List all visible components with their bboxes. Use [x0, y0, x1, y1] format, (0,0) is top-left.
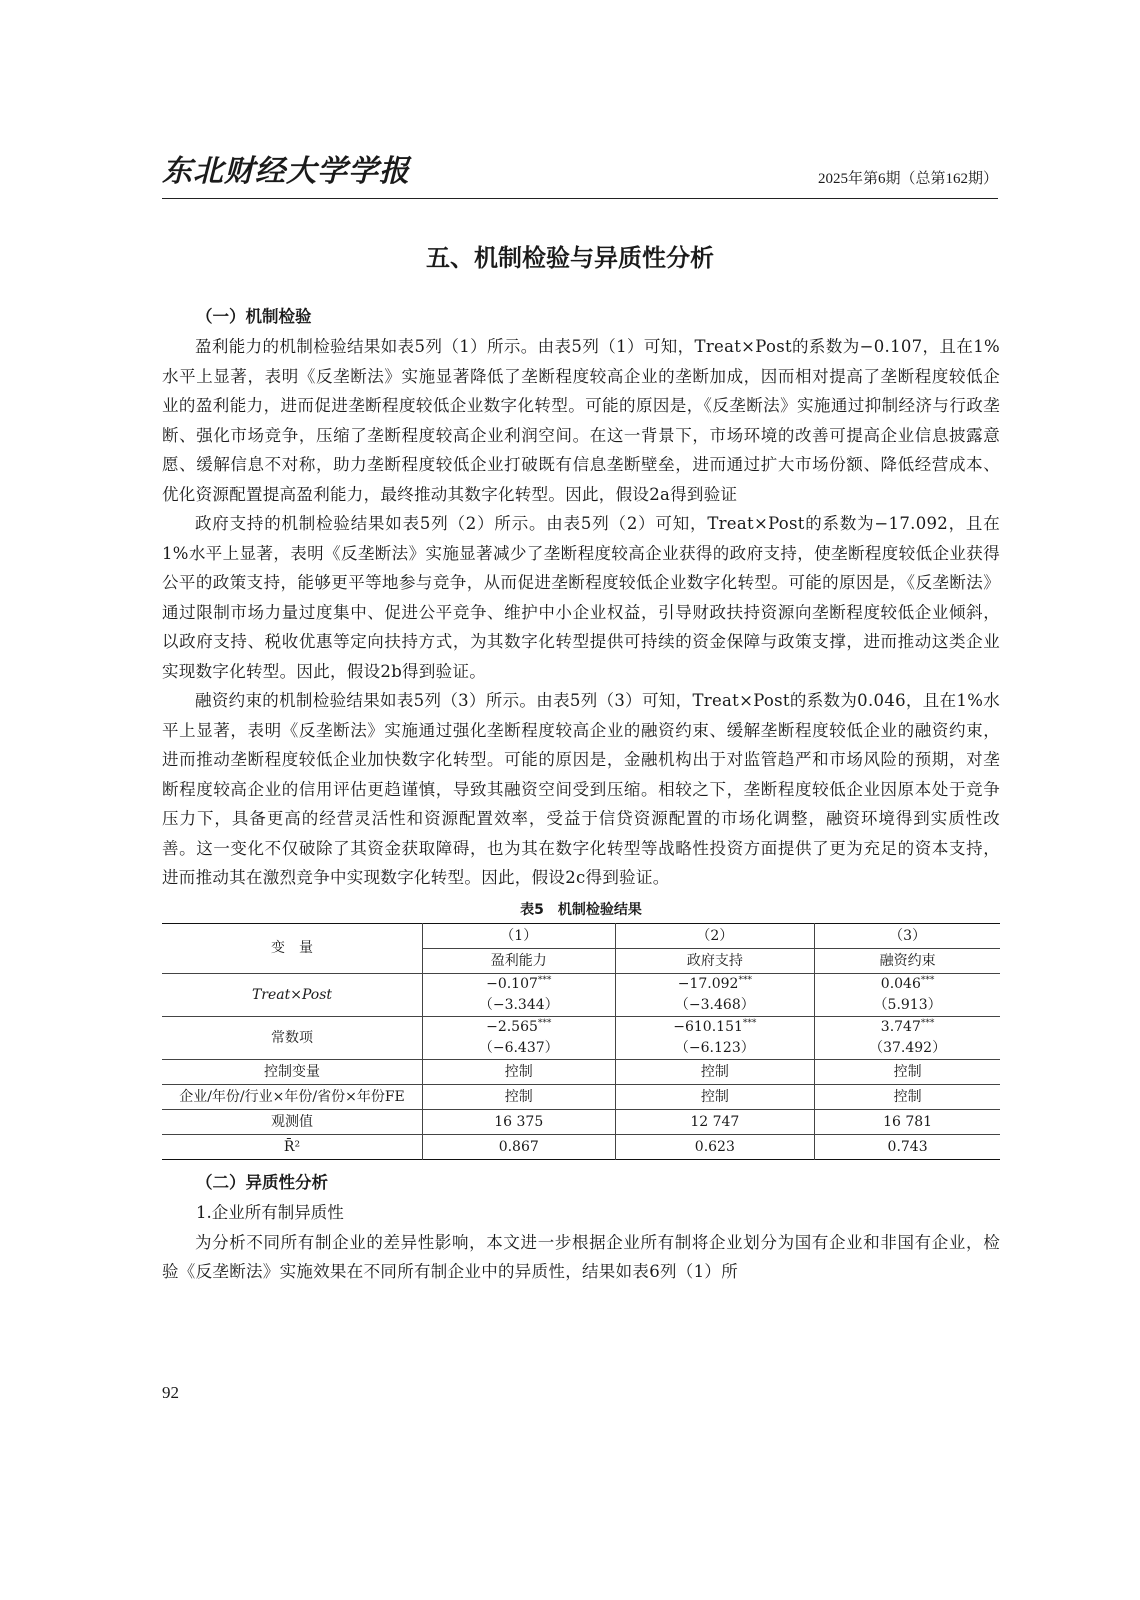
table-cell: 控制: [615, 1084, 815, 1109]
table-cell: 控制: [815, 1084, 1000, 1109]
coef-value: −610.151: [673, 1018, 743, 1035]
significance-stars: ***: [537, 974, 552, 985]
table-row: [162, 1109, 1000, 1134]
table-cell: 控制: [615, 1059, 815, 1084]
paragraph-ownership: 为分析不同所有制企业的差异性影响，本文进一步根据企业所有制将企业划分为国有企业和非国有企业，检验《反垄断法》实施效果在不同所有制企业中的异质性，结果如表6列（1）所: [162, 1232, 1000, 1281]
coef-value: 0.046: [880, 975, 921, 992]
significance-stars: ***: [920, 1017, 935, 1028]
subsection-heading-heterogeneity: （二）异质性分析: [196, 1172, 328, 1192]
journal-name: 东北财经大学学报: [162, 154, 410, 189]
variable-header: 变 量: [162, 923, 423, 973]
subsection-heading-mechanism: （一）机制检验: [196, 307, 312, 326]
row-label: 观测值: [162, 1109, 423, 1134]
section-title: 五、机制检验与异质性分析: [426, 244, 714, 272]
t-value: （−6.437）: [478, 1039, 559, 1056]
table-caption: 表5 机制检验结果: [520, 901, 642, 918]
table-cell: 0.743: [815, 1134, 1000, 1159]
paragraph-financing-constraint: 融资约束的机制检验结果如表5列（3）所示。由表5列（3）可知，Treat×Post的系数为0.046，且在1%水平上显著，表明《反垄断法》实施通过强化垄断程度较高企业的融资约束、缓解垄断程度较低企业的融资约束，进而推动垄断程度较低企业加快数字化转型。可能的原因是，金融机构出于对监管趋严和市场风险的预期，对垄断程度较高企业的信用评估更趋谨慎，导致其融资空间受到压缩。相较之下，垄断程度较低企业因原本处于竞争压力下，具备更高的经营灵活性和资源配置效率，受益于信贷资源配置的市场化调整，融资环境得到实质性改善。这一变化不仅破除了其资金获取障碍，也为其在数字化转型等战略性投资方面提供了更为充足的资本支持，进而推动其在激烈竞争中实现数字化转型。因此，假设2c得到验证。: [162, 691, 1000, 887]
table-cell: 16 781: [815, 1109, 1000, 1134]
significance-stars: ***: [738, 974, 752, 985]
coef-value: −17.092: [677, 975, 739, 992]
table-cell: 0.623: [615, 1134, 815, 1159]
t-value: （−6.123）: [674, 1039, 755, 1056]
table-cell: 16 375: [423, 1109, 616, 1134]
coef-value: 3.747: [880, 1018, 921, 1035]
coef-value: −2.565: [486, 1018, 538, 1035]
significance-stars: ***: [920, 974, 935, 985]
table-cell: 控制: [423, 1084, 616, 1109]
table-cell: 控制: [815, 1059, 1000, 1084]
table-cell: [423, 1016, 616, 1059]
col-name: 政府支持: [615, 948, 815, 973]
table-row: [162, 1016, 1000, 1059]
paragraph-government-support: 政府支持的机制检验结果如表5列（2）所示。由表5列（2）可知，Treat×Post的系数为−17.092，且在1%水平上显著，表明《反垄断法》实施显著减少了垄断程度较高企业获得的政府支持，使垄断程度较低企业获得公平的政策支持，能够更平等地参与竞争，从而促进垄断程度较低企业数字化转型。可能的原因是，《反垄断法》通过限制市场力量过度集中、促进公平竞争、维护中小企业权益，引导财政扶持资源向垄断程度较低企业倾斜，以政府支持、税收优惠等定向扶持方式，为其数字化转型提供可持续的资金保障与政策支撑，进而推动这类企业实现数字化转型。因此，假设2b得到验证。: [162, 514, 1000, 681]
issue-info: 2025年第6期（总第162期）: [817, 171, 998, 187]
t-value: （−3.468）: [674, 996, 755, 1013]
col-name: 盈利能力: [423, 948, 616, 973]
col-name: 融资约束: [815, 948, 1000, 973]
table-row: [162, 1134, 1000, 1159]
mechanism-results-table: [162, 923, 1000, 1160]
subsubsection-heading-ownership: 1.企业所有制异质性: [196, 1202, 344, 1222]
row-label: 常数项: [162, 1016, 423, 1059]
table-row: [162, 1084, 1000, 1109]
table-cell: 0.867: [423, 1134, 616, 1159]
row-label: 控制变量: [162, 1059, 423, 1084]
table-cell: [815, 1016, 1000, 1059]
col-num: （2）: [615, 923, 815, 948]
t-value: （37.492）: [869, 1039, 947, 1056]
row-label: Treat×Post: [162, 973, 423, 1016]
col-num: （3）: [815, 923, 1000, 948]
coef-value: −0.107: [486, 975, 538, 992]
table-cell: 12 747: [615, 1109, 815, 1134]
t-value: （−3.344）: [478, 996, 559, 1013]
row-label: 企业/年份/行业×年份/省份×年份FE: [162, 1084, 423, 1109]
paragraph-profitability: 盈利能力的机制检验结果如表5列（1）所示。由表5列（1）可知，Treat×Post的系数为−0.107，且在1%水平上显著，表明《反垄断法》实施显著降低了垄断程度较高企业的垄断加成，因而相对提高了垄断程度较低企业的盈利能力，进而促进垄断程度较低企业数字化转型。可能的原因是，《反垄断法》实施通过抑制经济与行政垄断、强化市场竞争，压缩了垄断程度较高企业利润空间。在这一背景下，市场环境的改善可提高企业信息披露意愿、缓解信息不对称，助力垄断程度较低企业打破既有信息垄断壁垒，进而通过扩大市场份额、降低经营成本、优化资源配置提高盈利能力，最终推动其数字化转型。因此，假设2a得到验证: [162, 337, 1000, 504]
significance-stars: ***: [537, 1017, 552, 1028]
main-text: [162, 302, 1000, 1287]
table-cell: [615, 973, 815, 1016]
table-cell: [615, 1016, 815, 1059]
table-header-row: [162, 923, 1000, 948]
table-cell: [815, 973, 1000, 1016]
table-row: [162, 1059, 1000, 1084]
page-number: 92: [162, 1383, 179, 1402]
table-cell: 控制: [423, 1059, 616, 1084]
running-header: [162, 152, 998, 199]
row-label: R̄²: [162, 1134, 423, 1159]
t-value: （5.913）: [873, 996, 942, 1013]
table-row: [162, 973, 1000, 1016]
table-cell: [423, 973, 616, 1016]
col-num: （1）: [423, 923, 616, 948]
significance-stars: ***: [742, 1017, 757, 1028]
